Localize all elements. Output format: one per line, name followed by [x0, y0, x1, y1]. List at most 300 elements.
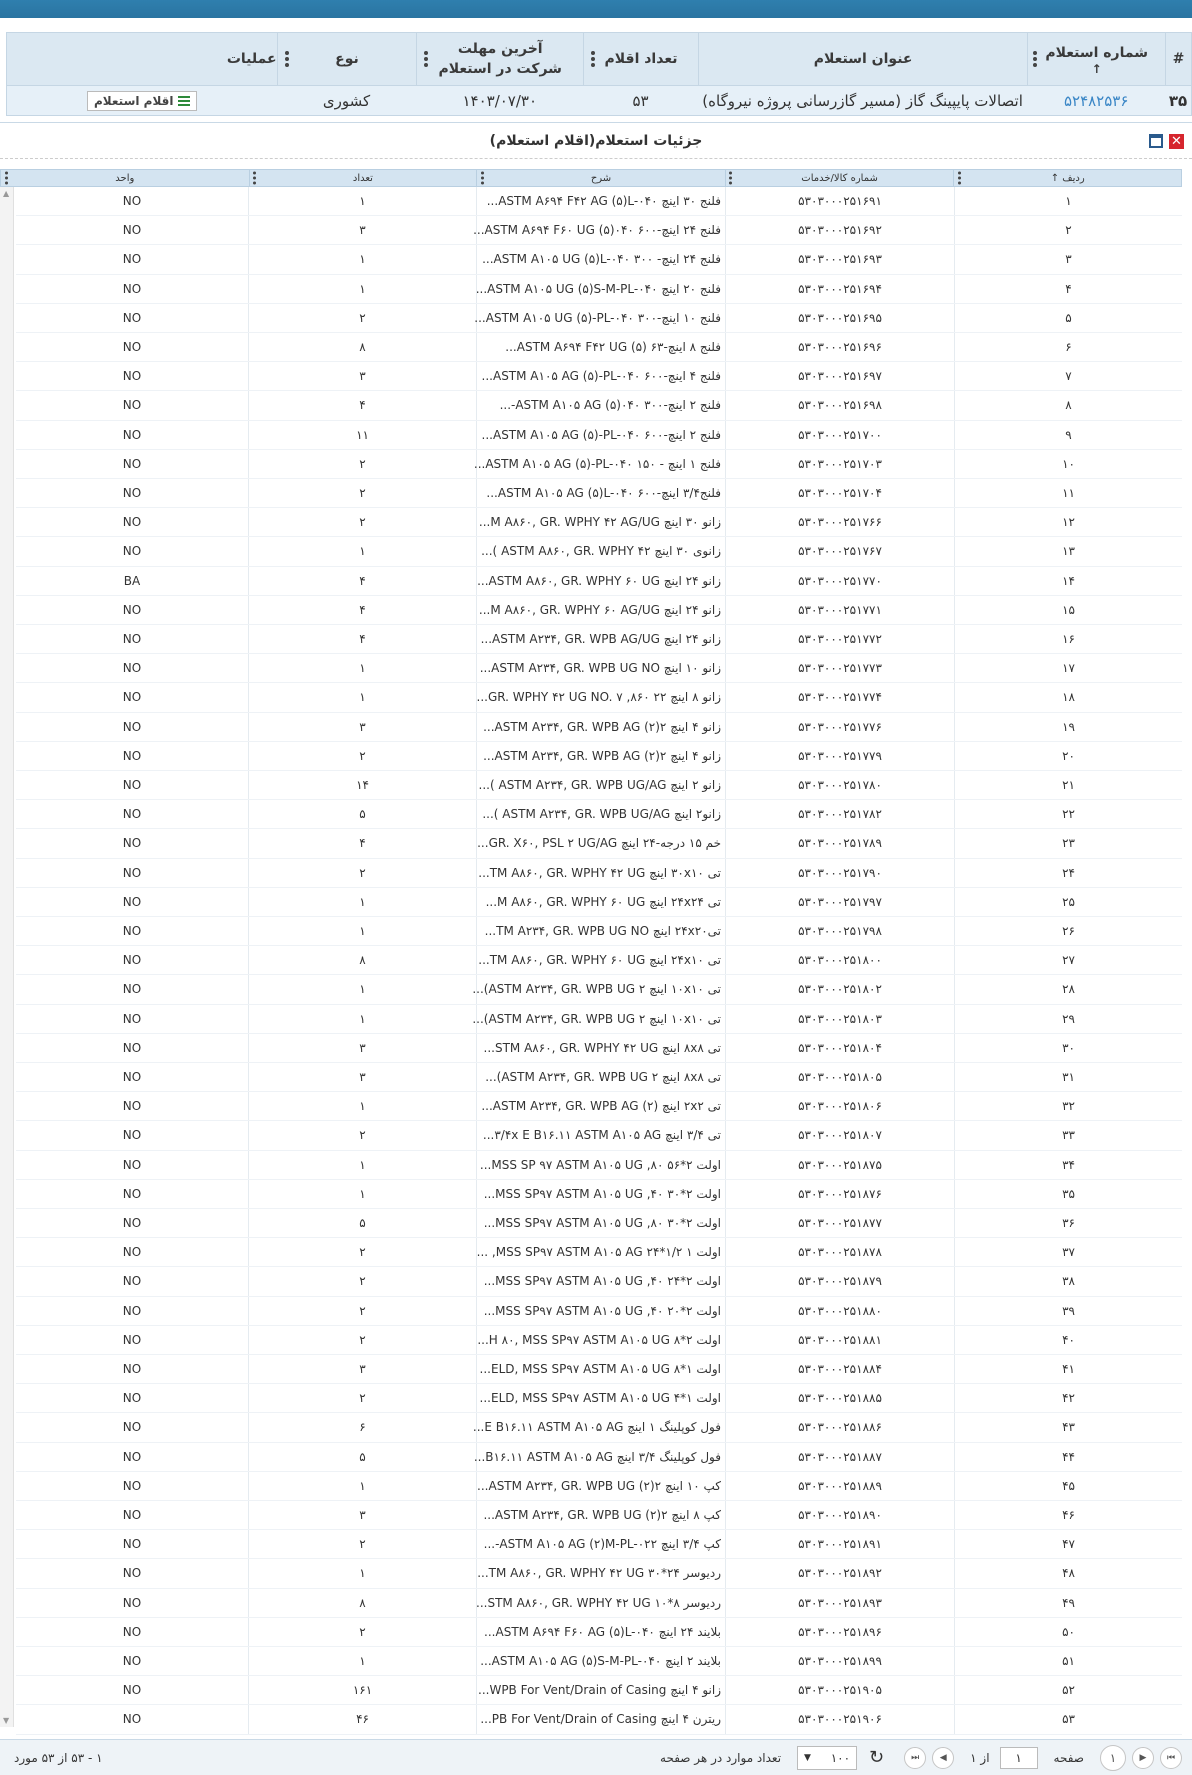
- cell-item-code: ۵۳۰۳۰۰۰۲۵۱۷۸۲: [725, 800, 954, 828]
- table-row[interactable]: [16, 216, 1182, 245]
- column-menu-icon[interactable]: [479, 172, 485, 185]
- maximize-icon[interactable]: [1149, 134, 1163, 148]
- cell-unit: NO: [122, 281, 142, 296]
- cell-description: زانو ۴ اینچ WPB For Vent/Drain of Casing...: [476, 1676, 725, 1704]
- cell-unit: NO: [122, 223, 142, 238]
- cell-description: فلنج ۲ اینچ-۳۰۰ ASTM A۱۰۵ AG (۵)۰۴۰-...: [476, 391, 725, 419]
- table-row[interactable]: [16, 1180, 1182, 1209]
- inquiry-items-button[interactable]: [87, 91, 197, 111]
- table-row[interactable]: [16, 1676, 1182, 1705]
- cell-quantity: ۲: [248, 1267, 476, 1295]
- cell-row-number: ۳۲: [954, 1092, 1182, 1120]
- table-row[interactable]: [16, 1589, 1182, 1618]
- col-item-count[interactable]: [583, 33, 698, 85]
- scroll-up-icon[interactable]: ▲: [3, 189, 10, 198]
- cell-row-number: ۲۵: [954, 888, 1182, 916]
- col-inquiry-title[interactable]: [698, 33, 1027, 85]
- cell-unit: NO: [122, 1508, 142, 1523]
- cell-item-code: ۵۳۰۳۰۰۰۲۵۱۸۸۱: [725, 1326, 954, 1354]
- cell-quantity: ۱۶۱: [248, 1676, 476, 1704]
- cell-description: زانو ۳۰ اینچ M A۸۶۰, GR. WPHY ۴۲ AG/UG...: [476, 508, 725, 536]
- cell-unit: NO: [122, 1420, 142, 1435]
- col-hash-label: #: [1172, 51, 1185, 67]
- col-inquiry-title-label: عنوان استعلام: [813, 51, 913, 67]
- cell-unit: NO: [122, 1040, 142, 1055]
- cell-row-number: ۳۴: [954, 1151, 1182, 1179]
- table-row[interactable]: [16, 187, 1182, 216]
- cell-row-number: ۴۲: [954, 1384, 1182, 1412]
- cell-quantity: ۲: [248, 1326, 476, 1354]
- cell-row-number: ۱۴: [954, 567, 1182, 595]
- cell-description: اولت ۲*۳۰ ۴۰, MSS SP۹۷ ASTM A۱۰۵ UG...: [476, 1180, 725, 1208]
- column-menu-icon[interactable]: [252, 172, 258, 185]
- cell-description: فلنج ۱ اینچ - ۱۵۰ ASTM A۱۰۵ AG (۵)-PL-۰۴۰...: [476, 450, 725, 478]
- cell-unit: NO: [122, 1362, 142, 1377]
- cell-item-code: ۵۳۰۳۰۰۰۲۵۱۸۹۱: [725, 1530, 954, 1558]
- cell-unit: NO: [122, 310, 142, 325]
- cell-quantity: ۱: [248, 187, 476, 215]
- cell-quantity: ۱: [248, 245, 476, 273]
- table-row[interactable]: [16, 304, 1182, 333]
- cell-description: کپ ۳/۴ اینچ ASTM A۱۰۵ AG (۲)M-PL-۰۲۲-...: [476, 1530, 725, 1558]
- table-row[interactable]: [16, 1209, 1182, 1238]
- cell-unit: BA: [123, 573, 141, 588]
- table-row[interactable]: [16, 1121, 1182, 1150]
- pager-bar: [0, 1739, 1192, 1775]
- cell-unit: NO: [122, 1624, 142, 1639]
- cell-item-code: ۵۳۰۳۰۰۰۲۵۱۸۰۶: [725, 1092, 954, 1120]
- cell-row-number: ۱۵: [954, 596, 1182, 624]
- table-row[interactable]: [16, 829, 1182, 858]
- cell-quantity: ۲: [248, 450, 476, 478]
- cell-row-number: ۲: [954, 216, 1182, 244]
- cell-quantity: ۱: [248, 1092, 476, 1120]
- table-row[interactable]: [16, 625, 1182, 654]
- cell-row-number: ۴۰: [954, 1326, 1182, 1354]
- cell-quantity: ۲: [248, 742, 476, 770]
- table-row[interactable]: [16, 245, 1182, 274]
- cell-quantity: ۳: [248, 362, 476, 390]
- cell-row-number: ۳۹: [954, 1297, 1182, 1325]
- table-row[interactable]: [16, 479, 1182, 508]
- table-row[interactable]: [16, 1443, 1182, 1472]
- table-row[interactable]: [16, 1618, 1182, 1647]
- cell-item-code: ۵۳۰۳۰۰۰۲۵۱۸۸۵: [725, 1384, 954, 1412]
- table-row[interactable]: [16, 537, 1182, 566]
- table-row[interactable]: [16, 275, 1182, 304]
- cell-description: تی ۲۴x۱۰ اینچ TM A۸۶۰, GR. WPHY ۶۰ UG...: [476, 946, 725, 974]
- cell-row-number: ۴۵: [954, 1472, 1182, 1500]
- cell-item-code: ۵۳۰۳۰۰۰۲۵۱۷۹۷: [725, 888, 954, 916]
- cell-row-number: ۴۴: [954, 1443, 1182, 1471]
- cell-item-code: ۵۳۰۳۰۰۰۲۵۱۹۰۵: [725, 1676, 954, 1704]
- cell-item-code: ۵۳۰۳۰۰۰۲۵۱۶۹۵: [725, 304, 954, 332]
- cell-description: فول کوپلینگ ۳/۴ اینچ B۱۶.۱۱ ASTM A۱۰۵ AG...: [476, 1443, 725, 1471]
- cell-item-code: ۵۳۰۳۰۰۰۲۵۱۶۹۸: [725, 391, 954, 419]
- cell-item-code: ۵۳۰۳۰۰۰۲۵۱۸۷۷: [725, 1209, 954, 1237]
- cell-quantity: ۱: [248, 1180, 476, 1208]
- cell-row-number: ۳۸: [954, 1267, 1182, 1295]
- table-row[interactable]: [16, 508, 1182, 537]
- cell-quantity: ۳: [248, 216, 476, 244]
- cell-unit: NO: [122, 1595, 142, 1610]
- cell-quantity: ۲: [248, 859, 476, 887]
- cell-description: زانو ۴ اینچ ASTM A۲۳۴, GR. WPB AG (۲)۲...: [476, 742, 725, 770]
- cell-description: اولت ۲*۵۶ ۸۰, MSS SP ۹۷ ASTM A۱۰۵ UG...: [476, 1151, 725, 1179]
- cell-row-number: ۱۰: [954, 450, 1182, 478]
- page-label: صفحه: [1053, 1750, 1084, 1765]
- col-description-label: شرح: [590, 172, 612, 184]
- cell-row-number: ۳۳: [954, 1121, 1182, 1149]
- cell-unit: NO: [122, 807, 142, 822]
- cell-description: تی ۳۰x۱۰ اینچ TM A۸۶۰, GR. WPHY ۴۲ UG...: [476, 859, 725, 887]
- cell-quantity: ۸: [248, 1589, 476, 1617]
- cell-item-code: ۵۳۰۳۰۰۰۲۵۱۶۹۳: [725, 245, 954, 273]
- cell-item-code: ۵۳۰۳۰۰۰۲۵۱۷۰۴: [725, 479, 954, 507]
- cell-item-code: ۵۳۰۳۰۰۰۲۵۱۷۷۴: [725, 683, 954, 711]
- page-number-button[interactable]: ۱: [1100, 1745, 1126, 1771]
- cell-item-code: ۵۳۰۳۰۰۰۲۵۱۶۹۴: [725, 275, 954, 303]
- cell-description: زانوی ۳۰ اینچ ASTM A۸۶۰, GR. WPHY ۴۲ )...: [476, 537, 725, 565]
- refresh-icon[interactable]: ↻: [869, 1747, 885, 1768]
- col-unit[interactable]: [1, 170, 249, 186]
- cell-quantity: ۱: [248, 1472, 476, 1500]
- cell-item-code: ۵۳۰۳۰۰۰۲۵۱۷۶۶: [725, 508, 954, 536]
- column-menu-icon[interactable]: [284, 51, 290, 67]
- table-row[interactable]: [16, 450, 1182, 479]
- table-row[interactable]: [16, 1238, 1182, 1267]
- cell-quantity: ۲: [248, 508, 476, 536]
- table-row[interactable]: [16, 683, 1182, 712]
- cell-row-number: ۶: [954, 333, 1182, 361]
- cell-quantity: ۵: [248, 1443, 476, 1471]
- cell-description: اولت ۲*۲۰ ۴۰, MSS SP۹۷ ASTM A۱۰۵ UG...: [476, 1297, 725, 1325]
- cell-quantity: ۲: [248, 1297, 476, 1325]
- table-row[interactable]: [16, 975, 1182, 1004]
- cell-row-number: ۴۷: [954, 1530, 1182, 1558]
- table-row[interactable]: [16, 391, 1182, 420]
- cell-row-number: ۱۶: [954, 625, 1182, 653]
- inquiry-row[interactable]: [6, 86, 1192, 116]
- cell-quantity: ۲: [248, 1384, 476, 1412]
- table-row[interactable]: [16, 859, 1182, 888]
- cell-unit: NO: [122, 544, 142, 559]
- cell-unit: NO: [122, 1391, 142, 1406]
- table-row[interactable]: [16, 1413, 1182, 1442]
- cell-item-code: ۵۳۰۳۰۰۰۲۵۱۸۸۴: [725, 1355, 954, 1383]
- cell-unit: NO: [122, 602, 142, 617]
- cell-description: تی ۲x۲ اینچ ASTM A۲۳۴, GR. WPB AG (۲)...: [476, 1092, 725, 1120]
- cell-description: کپ ۸ اینچ ASTM A۲۳۴, GR. WPB UG (۲)۲...: [476, 1501, 725, 1529]
- cell-unit: NO: [122, 1654, 142, 1669]
- col-item-code[interactable]: [725, 170, 954, 186]
- table-row[interactable]: [16, 1063, 1182, 1092]
- cell-quantity: ۴۶: [248, 1705, 476, 1733]
- table-row[interactable]: [16, 1267, 1182, 1296]
- table-row[interactable]: [16, 567, 1182, 596]
- first-page-button[interactable]: ⏮: [1160, 1747, 1182, 1769]
- table-row[interactable]: [16, 1472, 1182, 1501]
- table-row[interactable]: [16, 1151, 1182, 1180]
- cell-unit: NO: [122, 1332, 142, 1347]
- cell-unit: NO: [122, 894, 142, 909]
- cell-item-code: ۵۳۰۳۰۰۰۲۵۱۸۰۳: [725, 1005, 954, 1033]
- cell-description: ردیوسر ۸*۱۰ STM A۸۶۰, GR. WPHY ۴۲ UG...: [476, 1589, 725, 1617]
- cell-quantity: ۱: [248, 1151, 476, 1179]
- col-row-number[interactable]: [953, 170, 1181, 186]
- col-description[interactable]: [476, 170, 725, 186]
- cell-item-code: ۵۳۰۳۰۰۰۲۵۱۸۸۷: [725, 1443, 954, 1471]
- cell-unit: NO: [122, 340, 142, 355]
- cell-row-number: ۱۹: [954, 713, 1182, 741]
- cell-quantity: ۱: [248, 888, 476, 916]
- cell-description: فلنج ۲ اینچ-۶۰۰ ASTM A۱۰۵ AG (۵)-PL-۰۴۰...: [476, 421, 725, 449]
- cell-description: اولت ۱*۸ ELD, MSS SP۹۷ ASTM A۱۰۵ UG...: [476, 1355, 725, 1383]
- cell-quantity: ۲: [248, 1618, 476, 1646]
- table-row[interactable]: [16, 1530, 1182, 1559]
- cell-item-code: ۵۳۰۳۰۰۰۲۵۱۸۹۹: [725, 1647, 954, 1675]
- column-menu-icon[interactable]: [3, 172, 9, 185]
- table-row[interactable]: [16, 333, 1182, 362]
- table-row[interactable]: [16, 1559, 1182, 1588]
- prev-page-button[interactable]: ▶: [1132, 1747, 1154, 1769]
- cell-description: تی۲۴x۲۰ اینچ TM A۲۳۴, GR. WPB UG NO...: [476, 917, 725, 945]
- pager-summary: ۱ - ۵۳ از ۵۳ مورد: [14, 1750, 103, 1765]
- cell-item-code: ۵۳۰۳۰۰۰۲۵۱۷۷۰: [725, 567, 954, 595]
- table-row[interactable]: [16, 1501, 1182, 1530]
- inquiry-grid-header: [6, 32, 1192, 86]
- cell-row-number: ۳۵: [954, 1180, 1182, 1208]
- top-bar: [0, 0, 1192, 18]
- cell-unit: NO: [122, 1070, 142, 1085]
- cell-description: فلنج ۲۴ اینچ- ۳۰۰ ASTM A۱۰۵ UG (۵)L-۰۴۰...: [476, 245, 725, 273]
- cell-description: خم ۱۵ درجه-۲۴ اینچ GR. X۶۰, PSL ۲ UG/AG...: [476, 829, 725, 857]
- cell-unit: NO: [122, 369, 142, 384]
- cell-unit: NO: [122, 836, 142, 851]
- cell-row-number: ۱۲: [954, 508, 1182, 536]
- cell-description: زانو ۲۴ اینچ M A۸۶۰, GR. WPHY ۶۰ AG/UG...: [476, 596, 725, 624]
- cell-row-number: ۹: [954, 421, 1182, 449]
- page-size-select[interactable]: [797, 1746, 857, 1770]
- col-hash: [1165, 33, 1191, 85]
- cell-quantity: ۳: [248, 1501, 476, 1529]
- cell-unit: NO: [122, 252, 142, 267]
- cell-quantity: ۳: [248, 1034, 476, 1062]
- cell-description: تی ۳/۴ اینچ ۳/۴x E B۱۶.۱۱ ASTM A۱۰۵ AG...: [476, 1121, 725, 1149]
- cell-row-number: ۳۶: [954, 1209, 1182, 1237]
- col-actions-label: عملیات: [226, 51, 277, 67]
- cell-description: زانو ۲۴ اینچ ASTM A۲۳۴, GR. WPB AG/UG...: [476, 625, 725, 653]
- table-row[interactable]: [16, 362, 1182, 391]
- cell-item-code: ۵۳۰۳۰۰۰۲۵۱۶۹۱: [725, 187, 954, 215]
- cell-item-code: ۵۳۰۳۰۰۰۲۵۱۷۸۹: [725, 829, 954, 857]
- cell-unit: NO: [122, 1128, 142, 1143]
- cell-unit: NO: [122, 1712, 142, 1727]
- column-menu-icon[interactable]: [1032, 51, 1038, 67]
- cell-description: اولت ۲*۲۴ ۴۰, MSS SP۹۷ ASTM A۱۰۵ UG...: [476, 1267, 725, 1295]
- table-row[interactable]: [16, 1326, 1182, 1355]
- column-menu-icon[interactable]: [590, 51, 596, 67]
- page-size-label: تعداد موارد در هر صفحه: [660, 1750, 782, 1765]
- cell-unit: NO: [122, 719, 142, 734]
- col-row-number-label: ردیف: [1062, 172, 1085, 184]
- cell-unit: NO: [122, 924, 142, 939]
- cell-description: زانو ۸ اینچ ۲۲ ۸۶۰, GR. WPHY ۴۲ UG NO. ۷...: [476, 683, 725, 711]
- cell-description: ریترن ۴ اینچ PB For Vent/Drain of Casing...: [476, 1705, 725, 1733]
- table-row[interactable]: [16, 1647, 1182, 1676]
- table-row[interactable]: [16, 771, 1182, 800]
- cell-row-number: ۲۰: [954, 742, 1182, 770]
- table-row[interactable]: [16, 596, 1182, 625]
- cell-quantity: ۴: [248, 596, 476, 624]
- actions-cell: [7, 86, 277, 115]
- table-row[interactable]: [16, 421, 1182, 450]
- cell-quantity: ۴: [248, 567, 476, 595]
- cell-description: بلایند ۲ اینچ ASTM A۱۰۵ AG (۵)S-M-PL-۰۴۰...: [476, 1647, 725, 1675]
- cell-description: فلنج ۴ اینچ-۶۰۰ ASTM A۱۰۵ AG (۵)-PL-۰۴۰...: [476, 362, 725, 390]
- cell-quantity: ۱۱: [248, 421, 476, 449]
- col-deadline[interactable]: [416, 33, 583, 85]
- cell-item-code: ۵۳۰۳۰۰۰۲۵۱۸۸۹: [725, 1472, 954, 1500]
- inquiry-details-panel: [0, 122, 1192, 1775]
- cell-item-code: ۵۳۰۳۰۰۰۲۵۱۷۰۳: [725, 450, 954, 478]
- table-row[interactable]: [16, 742, 1182, 771]
- cell-unit: NO: [122, 427, 142, 442]
- table-row[interactable]: [16, 1384, 1182, 1413]
- col-quantity[interactable]: [249, 170, 477, 186]
- cell-row-number: ۳: [954, 245, 1182, 273]
- cell-quantity: ۱: [248, 1647, 476, 1675]
- cell-description: تی ۱۰x۱۰ اینچ ASTM A۲۳۴, GR. WPB UG ۲)...: [476, 1005, 725, 1033]
- table-row[interactable]: [16, 1092, 1182, 1121]
- cell-unit: NO: [122, 778, 142, 793]
- column-menu-icon[interactable]: [728, 172, 734, 185]
- table-row[interactable]: [16, 654, 1182, 683]
- table-row[interactable]: [16, 1297, 1182, 1326]
- vertical-scrollbar[interactable]: [0, 187, 14, 1727]
- cell-item-code: ۵۳۰۳۰۰۰۲۵۱۸۷۶: [725, 1180, 954, 1208]
- cell-description: بلایند ۲۴ اینچ ASTM A۶۹۴ F۶۰ AG (۵)L-۰۴۰...: [476, 1618, 725, 1646]
- cell-quantity: ۴: [248, 625, 476, 653]
- cell-unit: NO: [122, 632, 142, 647]
- cell-row-number: ۴۸: [954, 1559, 1182, 1587]
- cell-quantity: ۲: [248, 304, 476, 332]
- cell-item-code: ۵۳۰۳۰۰۰۲۵۱۸۹۶: [725, 1618, 954, 1646]
- pager-nav: [660, 1745, 1182, 1771]
- cell-row-number: ۱: [954, 187, 1182, 215]
- cell-item-code: ۵۳۰۳۰۰۰۲۵۱۶۹۶: [725, 333, 954, 361]
- cell-description: فلنج۳/۴ اینچ-۶۰۰ ASTM A۱۰۵ AG (۵)L-۰۴۰...: [476, 479, 725, 507]
- col-inquiry-number[interactable]: [1027, 33, 1165, 85]
- page-of-label: از ۱: [970, 1750, 990, 1765]
- cell-description: تی ۱۰x۱۰ اینچ ASTM A۲۳۴, GR. WPB UG ۲)...: [476, 975, 725, 1003]
- cell-row-number: ۵۲: [954, 1676, 1182, 1704]
- sort-asc-icon: ↑: [1050, 172, 1060, 184]
- page-size-value: ۱۰۰: [830, 1750, 851, 1765]
- cell-unit: NO: [122, 982, 142, 997]
- scroll-down-icon[interactable]: ▼: [3, 1716, 10, 1725]
- cell-description: زانو۲ اینچ ASTM A۲۳۴, GR. WPB UG/AG )...: [476, 800, 725, 828]
- cell-unit: NO: [122, 456, 142, 471]
- cell-unit: NO: [122, 1274, 142, 1289]
- cell-description: فول کوپلینگ ۱ اینچ E B۱۶.۱۱ ASTM A۱۰۵ AG...: [476, 1413, 725, 1441]
- table-row[interactable]: [16, 1355, 1182, 1384]
- close-icon[interactable]: ✕: [1169, 134, 1184, 149]
- cell-quantity: ۱۴: [248, 771, 476, 799]
- inquiry-item-count: ۵۳: [632, 91, 649, 110]
- cell-row-number: ۲۸: [954, 975, 1182, 1003]
- cell-item-code: ۵۳۰۳۰۰۰۲۵۱۸۸۶: [725, 1413, 954, 1441]
- table-row[interactable]: [16, 917, 1182, 946]
- cell-description: زانو ۲ اینچ ASTM A۲۳۴, GR. WPB UG/AG )...: [476, 771, 725, 799]
- cell-quantity: ۱: [248, 975, 476, 1003]
- table-row[interactable]: [16, 713, 1182, 742]
- table-row[interactable]: [16, 946, 1182, 975]
- window-buttons: [1149, 134, 1184, 149]
- table-row[interactable]: [16, 1034, 1182, 1063]
- cell-row-number: ۲۲: [954, 800, 1182, 828]
- items-grid-header: [0, 169, 1182, 187]
- cell-description: تی ۸x۸ اینچ ASTM A۲۳۴, GR. WPB UG ۲)...: [476, 1063, 725, 1091]
- cell-unit: NO: [122, 865, 142, 880]
- cell-quantity: ۱: [248, 917, 476, 945]
- inquiry-number-link[interactable]: ۵۲۴۸۲۵۳۶: [1063, 91, 1129, 110]
- cell-quantity: ۵: [248, 1209, 476, 1237]
- cell-item-code: ۵۳۰۳۰۰۰۲۵۱۷۹۰: [725, 859, 954, 887]
- cell-unit: NO: [122, 486, 142, 501]
- col-type[interactable]: [277, 33, 417, 85]
- cell-description: کپ ۱۰ اینچ ASTM A۲۳۴, GR. WPB UG (۲)۲...: [476, 1472, 725, 1500]
- cell-quantity: ۶: [248, 1413, 476, 1441]
- cell-item-code: ۵۳۰۳۰۰۰۲۵۱۸۰۷: [725, 1121, 954, 1149]
- column-menu-icon[interactable]: [423, 51, 429, 67]
- panel-title: جزئیات استعلام(اقلام استعلام): [489, 132, 703, 149]
- cell-item-code: ۵۳۰۳۰۰۰۲۵۱۸۷۸: [725, 1238, 954, 1266]
- table-row[interactable]: [16, 888, 1182, 917]
- table-row[interactable]: [16, 1005, 1182, 1034]
- cell-row-number: ۲۶: [954, 917, 1182, 945]
- column-menu-icon[interactable]: [956, 172, 962, 185]
- cell-row-number: ۷: [954, 362, 1182, 390]
- col-quantity-label: تعداد: [352, 172, 373, 184]
- cell-quantity: ۴: [248, 829, 476, 857]
- cell-quantity: ۱: [248, 275, 476, 303]
- cell-quantity: ۴: [248, 391, 476, 419]
- cell-item-code: ۵۳۰۳۰۰۰۲۵۱۷۸۰: [725, 771, 954, 799]
- cell-description: فلنج ۱۰ اینچ-۳۰۰ ASTM A۱۰۵ UG (۵)-PL-۰۴۰...: [476, 304, 725, 332]
- cell-description: تی ۸x۸ اینچ STM A۸۶۰, GR. WPHY ۴۲ UG...: [476, 1034, 725, 1062]
- table-row[interactable]: [16, 800, 1182, 829]
- table-row[interactable]: [16, 1705, 1182, 1734]
- cell-item-code: ۵۳۰۳۰۰۰۲۵۱۸۰۵: [725, 1063, 954, 1091]
- last-page-button[interactable]: ⏭: [904, 1747, 926, 1769]
- page-input[interactable]: ۱: [1000, 1747, 1038, 1769]
- cell-unit: NO: [122, 748, 142, 763]
- cell-quantity: ۸: [248, 333, 476, 361]
- cell-item-code: ۵۳۰۳۰۰۰۲۵۱۸۰۴: [725, 1034, 954, 1062]
- cell-row-number: ۱۱: [954, 479, 1182, 507]
- sort-asc-icon: ↑: [1091, 62, 1102, 76]
- next-page-button[interactable]: ◀: [932, 1747, 954, 1769]
- cell-unit: NO: [122, 1011, 142, 1026]
- cell-unit: NO: [122, 1157, 142, 1172]
- cell-item-code: ۵۳۰۳۰۰۰۲۵۱۷۹۸: [725, 917, 954, 945]
- cell-description: اولت ۱*۴ ELD, MSS SP۹۷ ASTM A۱۰۵ UG...: [476, 1384, 725, 1412]
- cell-unit: NO: [122, 1566, 142, 1581]
- cell-item-code: ۵۳۰۳۰۰۰۲۵۱۷۷۹: [725, 742, 954, 770]
- cell-row-number: ۵۱: [954, 1647, 1182, 1675]
- cell-row-number: ۳۷: [954, 1238, 1182, 1266]
